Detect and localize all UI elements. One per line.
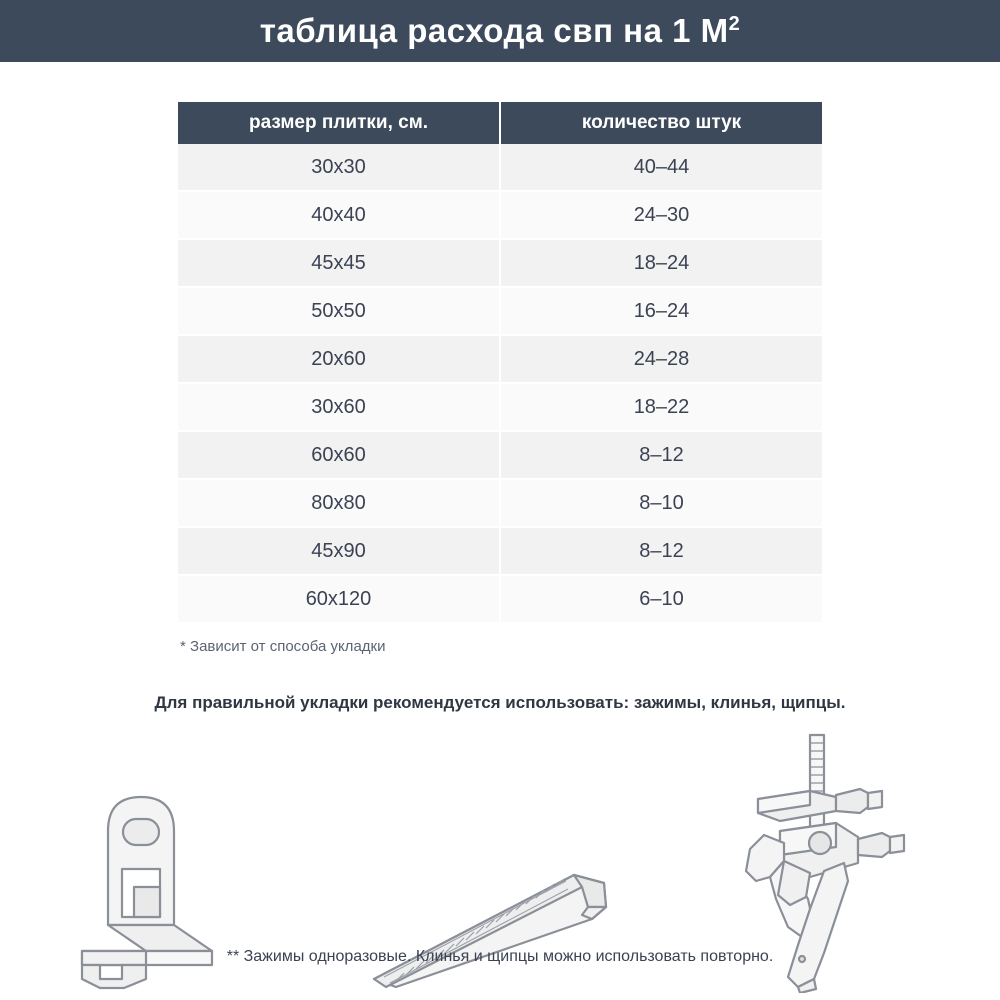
column-header-quantity: количество штук [500,102,822,144]
table-row [178,431,822,479]
cell-tile-size: 50х50 [178,287,500,335]
table-body [178,144,822,622]
cell-tile-size: 45х90 [178,527,500,575]
cell-tile-size: 20х60 [178,335,500,383]
table-row [178,383,822,431]
cell-quantity: 16–24 [500,287,822,335]
page-title [260,12,741,50]
wedge-icon [360,863,630,993]
table-row [178,575,822,622]
cell-tile-size: 60х60 [178,431,500,479]
footer-note: ** Зажимы одноразовые. Клинья и щипцы можно использовать повторно. [226,948,774,965]
cell-quantity: 24–28 [500,335,822,383]
cell-quantity: 18–24 [500,239,822,287]
consumption-table [178,102,822,622]
cell-tile-size: 80х80 [178,479,500,527]
cell-quantity: 8–12 [500,527,822,575]
table-head [178,102,822,144]
page-title-superscript: 2 [728,13,741,35]
wedge-illustration [360,863,630,993]
table-header-row [178,102,822,144]
page-title-text: таблица расхода свп на 1 М [259,12,729,49]
cell-tile-size: 60х120 [178,575,500,622]
table-row [178,527,822,575]
table-row [178,335,822,383]
recommendation-text: Для правильной укладки рекомендуется использовать: зажимы, клинья, щипцы. [154,693,846,712]
cell-tile-size: 40х40 [178,191,500,239]
table-row [178,287,822,335]
page-header [0,0,1000,62]
cell-quantity: 8–12 [500,431,822,479]
column-header-tile-size: размер плитки, см. [178,102,500,144]
cell-tile-size: 30х60 [178,383,500,431]
consumption-table-wrapper [178,102,822,622]
table-row [178,479,822,527]
table-row [178,191,822,239]
cell-quantity: 24–30 [500,191,822,239]
cell-quantity: 8–10 [500,479,822,527]
cell-quantity: 18–22 [500,383,822,431]
cell-quantity: 40–44 [500,144,822,191]
cell-tile-size: 45х45 [178,239,500,287]
table-row [178,239,822,287]
cell-quantity: 6–10 [500,575,822,622]
cell-tile-size: 30х30 [178,144,500,191]
table-row [178,144,822,191]
table-footnote: * Зависит от способа укладки [180,638,386,655]
